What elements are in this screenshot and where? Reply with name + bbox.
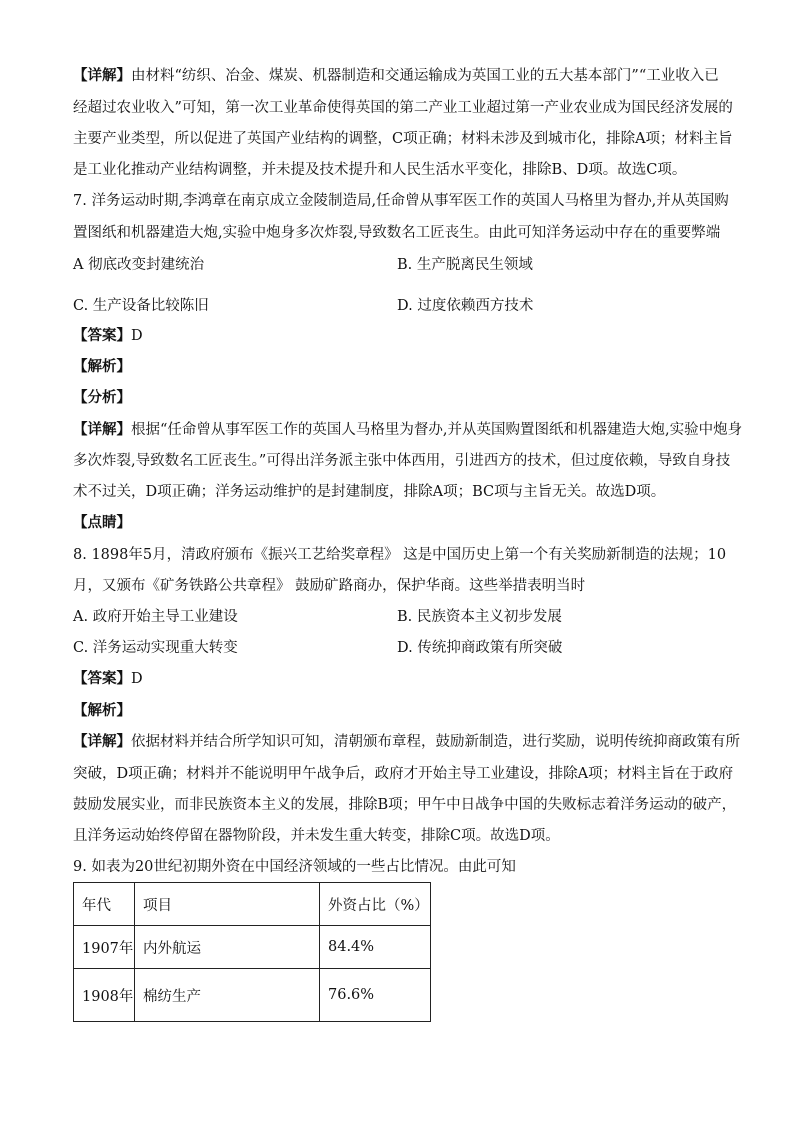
q7-fenxi-label: 【分析】 xyxy=(73,389,131,406)
table-header-row xyxy=(74,883,431,926)
q8-stem-line-2: 月，又颁布《矿务铁路公共章程》 鼓励矿路商办，保护华商。这些举措表明当时 xyxy=(73,578,586,594)
q9-stem: 9. 如表为20世纪初期外资在中国经济领域的一些占比情况。由此可知 xyxy=(73,859,516,875)
q6-detail-line-1: 【详解】由材料“纺织、冶金、煤炭、机器制造和交通运输成为英国工业的五大基本部门”“工业收入已 xyxy=(73,67,719,84)
q7-stem-line-2: 置图纸和机器建造大炮,实验中炮身多次炸裂,导致数名工匠丧生。由此可知洋务运动中存在的重要弊端 xyxy=(73,225,721,241)
q7-answer: 【答案】D xyxy=(73,327,143,344)
table-row xyxy=(74,969,431,1022)
q7-detail-line-1: 【详解】根据“任命曾从事军医工作的英国人马格里为督办,并从英国购置图纸和机器建造大炮,实验中炮身 xyxy=(73,421,743,438)
q8-detail-line-2: 突破，D项正确；材料并不能说明甲午战争后，政府才开始主导工业建设，排除A项；材料主旨在于政府 xyxy=(73,766,734,782)
q6-detail-line-3: 主要产业类型，所以促进了英国产业结构的调整，C项正确；材料未涉及到城市化，排除A项；材料主旨 xyxy=(73,131,733,147)
q7-option-d: D. 过度依赖西方技术 xyxy=(397,298,534,314)
q8-analysis-label: 【解析】 xyxy=(73,702,131,719)
q7-stem-line-1: 7. 洋务运动时期,李鸿章在南京成立金陵制造局,任命曾从事军医工作的英国人马格里为督办,并从英国购 xyxy=(73,193,729,209)
q8-detail-line-3: 鼓励发展实业，而非民族资本主义的发展，排除B项；甲午中日战争中国的失败标志着洋务运动的破产， xyxy=(73,797,737,813)
q8-option-a: A. 政府开始主导工业建设 xyxy=(73,609,238,625)
q9-table xyxy=(73,882,431,1022)
table-row xyxy=(74,926,431,969)
q8-stem-line-1: 8. 1898年5月，清政府颁布《振兴工艺给奖章程》 这是中国历史上第一个有关奖励新制造的法规；10 xyxy=(73,547,727,563)
table-cell: 棉纺生产 xyxy=(135,969,320,1022)
table-cell: 76.6% xyxy=(320,969,431,1022)
table-cell: 内外航运 xyxy=(135,926,320,969)
q8-option-c: C. 洋务运动实现重大转变 xyxy=(73,640,238,656)
q8-detail-line-4: 且洋务运动始终停留在器物阶段，并未发生重大转变，排除C项。故选D项。 xyxy=(73,828,560,844)
q8-option-b: B. 民族资本主义初步发展 xyxy=(397,609,562,625)
q7-detail-line-3: 术不过关，D项正确；洋务运动维护的是封建制度，排除A项；BC项与主旨无关。故选D项。 xyxy=(73,484,666,500)
table-header-cell: 外资占比（%） xyxy=(320,883,431,926)
q8-option-d: D. 传统抑商政策有所突破 xyxy=(397,640,563,656)
table-header-cell: 项目 xyxy=(135,883,320,926)
table-header-cell: 年代 xyxy=(74,883,135,926)
table-cell: 84.4% xyxy=(320,926,431,969)
table-cell: 1907年 xyxy=(74,926,135,969)
q7-analysis-label: 【解析】 xyxy=(73,358,131,375)
q7-detail-line-2: 多次炸裂,导致数名工匠丧生。”可得出洋务派主张中体西用，引进西方的技术，但过度依赖，导致自身技 xyxy=(73,453,731,469)
q7-option-b: B. 生产脱离民生领域 xyxy=(397,257,533,273)
q6-detail-line-4: 是工业化推动产业结构调整，并未提及技术提升和人民生活水平变化，排除B、D项。故选C项。 xyxy=(73,162,687,178)
q7-option-c: C. 生产设备比较陈旧 xyxy=(73,298,209,314)
q8-answer: 【答案】D xyxy=(73,670,143,687)
q8-detail-line-1: 【详解】依据材料并结合所学知识可知，清朝颁布章程，鼓励新制造，进行奖励，说明传统抑商政策有所 xyxy=(73,733,740,750)
q7-comment-label: 【点睛】 xyxy=(73,514,131,531)
q7-option-a: A 彻底改变封建统治 xyxy=(73,257,205,273)
table-cell: 1908年 xyxy=(74,969,135,1022)
q6-detail-line-2: 经超过农业收入”可知，第一次工业革命使得英国的第二产业工业超过第一产业农业成为国民经济发展的 xyxy=(73,100,733,116)
